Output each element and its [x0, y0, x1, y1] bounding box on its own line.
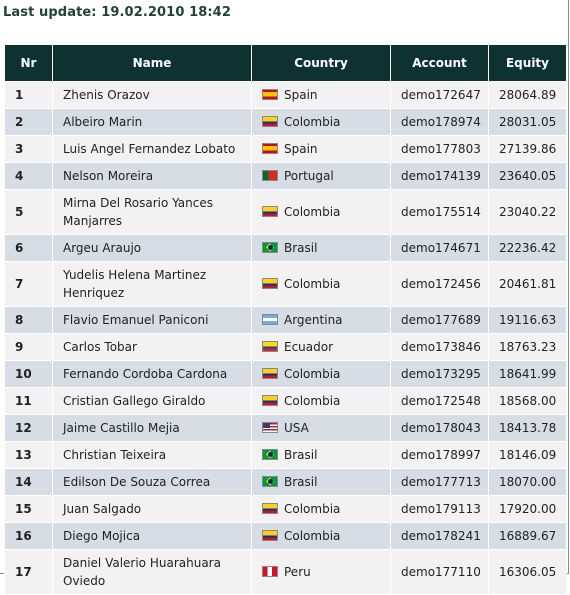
country-cell	[252, 496, 391, 523]
table-row	[5, 334, 567, 361]
equity-value: 28031.05	[489, 109, 567, 136]
trader-name: Diego Mojica	[53, 523, 252, 550]
country-cell	[252, 361, 391, 388]
rank-number: 11	[5, 388, 53, 415]
table-row	[5, 307, 567, 334]
rank-number: 3	[5, 136, 53, 163]
country-name: Spain	[284, 88, 318, 102]
country-name: Argentina	[284, 313, 343, 327]
brasil-flag-icon	[262, 449, 278, 460]
colombia-flag-icon	[262, 530, 278, 541]
account-id: demo177110	[391, 550, 489, 595]
rank-number: 1	[5, 82, 53, 109]
column-header-name: Name	[53, 45, 252, 82]
country-name: Colombia	[284, 115, 341, 129]
trader-name: Cristian Gallego Giraldo	[53, 388, 252, 415]
account-id: demo178997	[391, 442, 489, 469]
spain-flag-icon	[262, 89, 278, 100]
table-row	[5, 109, 567, 136]
account-id: demo177713	[391, 469, 489, 496]
account-id: demo173295	[391, 361, 489, 388]
table-row	[5, 469, 567, 496]
trader-name: Christian Teixeira	[53, 442, 252, 469]
rank-number: 12	[5, 415, 53, 442]
trader-name: Juan Salgado	[53, 496, 252, 523]
table-row	[5, 82, 567, 109]
equity-value: 22236.42	[489, 235, 567, 262]
colombia-flag-icon	[262, 116, 278, 127]
peru-flag-icon	[262, 566, 278, 577]
portugal-flag-icon	[262, 170, 278, 181]
colombia-flag-icon	[262, 206, 278, 217]
trader-name: Jaime Castillo Mejia	[53, 415, 252, 442]
country-cell	[252, 415, 391, 442]
ranking-table	[4, 45, 567, 595]
equity-value: 27139.86	[489, 136, 567, 163]
trader-name: Edilson De Souza Correa	[53, 469, 252, 496]
brasil-flag-icon	[262, 242, 278, 253]
rank-number: 17	[5, 550, 53, 595]
country-name: Peru	[284, 565, 311, 579]
country-name: Colombia	[284, 394, 341, 408]
equity-value: 23040.22	[489, 190, 567, 235]
trader-name: Nelson Moreira	[53, 163, 252, 190]
table-row	[5, 361, 567, 388]
rank-number: 2	[5, 109, 53, 136]
rank-number: 9	[5, 334, 53, 361]
table-row	[5, 163, 567, 190]
rank-number: 6	[5, 235, 53, 262]
trader-name: Flavio Emanuel Paniconi	[53, 307, 252, 334]
country-name: Colombia	[284, 502, 341, 516]
country-name: Ecuador	[284, 340, 334, 354]
country-cell	[252, 82, 391, 109]
trader-name: Yudelis Helena Martinez Henriquez	[53, 262, 252, 307]
equity-value: 20461.81	[489, 262, 567, 307]
account-id: demo179113	[391, 496, 489, 523]
colombia-flag-icon	[262, 395, 278, 406]
colombia-flag-icon	[262, 503, 278, 514]
account-id: demo178043	[391, 415, 489, 442]
country-cell	[252, 190, 391, 235]
country-name: Brasil	[284, 475, 318, 489]
table-row	[5, 415, 567, 442]
last-update-text: Last update: 19.02.2010 18:42	[3, 5, 231, 20]
trader-name: Fernando Cordoba Cardona	[53, 361, 252, 388]
country-name: USA	[284, 421, 309, 435]
country-cell	[252, 388, 391, 415]
ecuador-flag-icon	[262, 341, 278, 352]
trader-name: Mirna Del Rosario Yances Manjarres	[53, 190, 252, 235]
country-cell	[252, 442, 391, 469]
country-cell	[252, 235, 391, 262]
country-name: Brasil	[284, 241, 318, 255]
country-name: Colombia	[284, 277, 341, 291]
account-id: demo172456	[391, 262, 489, 307]
table-row	[5, 262, 567, 307]
account-id: demo175514	[391, 190, 489, 235]
trader-name: Argeu Araujo	[53, 235, 252, 262]
column-header-country: Country	[252, 45, 391, 82]
table-row	[5, 235, 567, 262]
equity-value: 23640.05	[489, 163, 567, 190]
country-cell	[252, 109, 391, 136]
country-name: Colombia	[284, 529, 341, 543]
spain-flag-icon	[262, 143, 278, 154]
table-row	[5, 496, 567, 523]
account-id: demo177689	[391, 307, 489, 334]
country-cell	[252, 550, 391, 595]
country-cell	[252, 523, 391, 550]
column-header-nr: Nr	[5, 45, 53, 82]
account-id: demo178241	[391, 523, 489, 550]
column-header-equity: Equity	[489, 45, 567, 82]
equity-value: 16889.67	[489, 523, 567, 550]
country-name: Spain	[284, 142, 318, 156]
rank-number: 5	[5, 190, 53, 235]
table-row	[5, 136, 567, 163]
usa-flag-icon	[262, 422, 278, 433]
account-id: demo177803	[391, 136, 489, 163]
country-cell	[252, 136, 391, 163]
country-cell	[252, 334, 391, 361]
table-row	[5, 190, 567, 235]
trader-name: Daniel Valerio Huarahuara Oviedo	[53, 550, 252, 595]
account-id: demo174139	[391, 163, 489, 190]
equity-value: 18413.78	[489, 415, 567, 442]
rank-number: 15	[5, 496, 53, 523]
account-id: demo173846	[391, 334, 489, 361]
colombia-flag-icon	[262, 278, 278, 289]
equity-value: 18641.99	[489, 361, 567, 388]
account-id: demo172548	[391, 388, 489, 415]
rank-number: 14	[5, 469, 53, 496]
equity-value: 19116.63	[489, 307, 567, 334]
trader-name: Zhenis Orazov	[53, 82, 252, 109]
account-id: demo172647	[391, 82, 489, 109]
table-row	[5, 550, 567, 595]
rank-number: 8	[5, 307, 53, 334]
country-name: Brasil	[284, 448, 318, 462]
table-row	[5, 442, 567, 469]
equity-value: 28064.89	[489, 82, 567, 109]
table-header-row	[5, 45, 567, 82]
country-cell	[252, 262, 391, 307]
equity-value: 17920.00	[489, 496, 567, 523]
equity-value: 18070.00	[489, 469, 567, 496]
brasil-flag-icon	[262, 476, 278, 487]
rank-number: 16	[5, 523, 53, 550]
argentina-flag-icon	[262, 314, 278, 325]
table-row	[5, 388, 567, 415]
country-cell	[252, 469, 391, 496]
table-row	[5, 523, 567, 550]
trader-name: Luis Angel Fernandez Lobato	[53, 136, 252, 163]
account-id: demo178974	[391, 109, 489, 136]
rank-number: 10	[5, 361, 53, 388]
column-header-account: Account	[391, 45, 489, 82]
rank-number: 4	[5, 163, 53, 190]
trader-name: Carlos Tobar	[53, 334, 252, 361]
equity-value: 18763.23	[489, 334, 567, 361]
equity-value: 18568.00	[489, 388, 567, 415]
colombia-flag-icon	[262, 368, 278, 379]
country-name: Portugal	[284, 169, 334, 183]
equity-value: 18146.09	[489, 442, 567, 469]
country-cell	[252, 163, 391, 190]
country-name: Colombia	[284, 367, 341, 381]
rank-number: 13	[5, 442, 53, 469]
equity-value: 16306.05	[489, 550, 567, 595]
country-name: Colombia	[284, 205, 341, 219]
country-cell	[252, 307, 391, 334]
rank-number: 7	[5, 262, 53, 307]
account-id: demo174671	[391, 235, 489, 262]
trader-name: Albeiro Marin	[53, 109, 252, 136]
